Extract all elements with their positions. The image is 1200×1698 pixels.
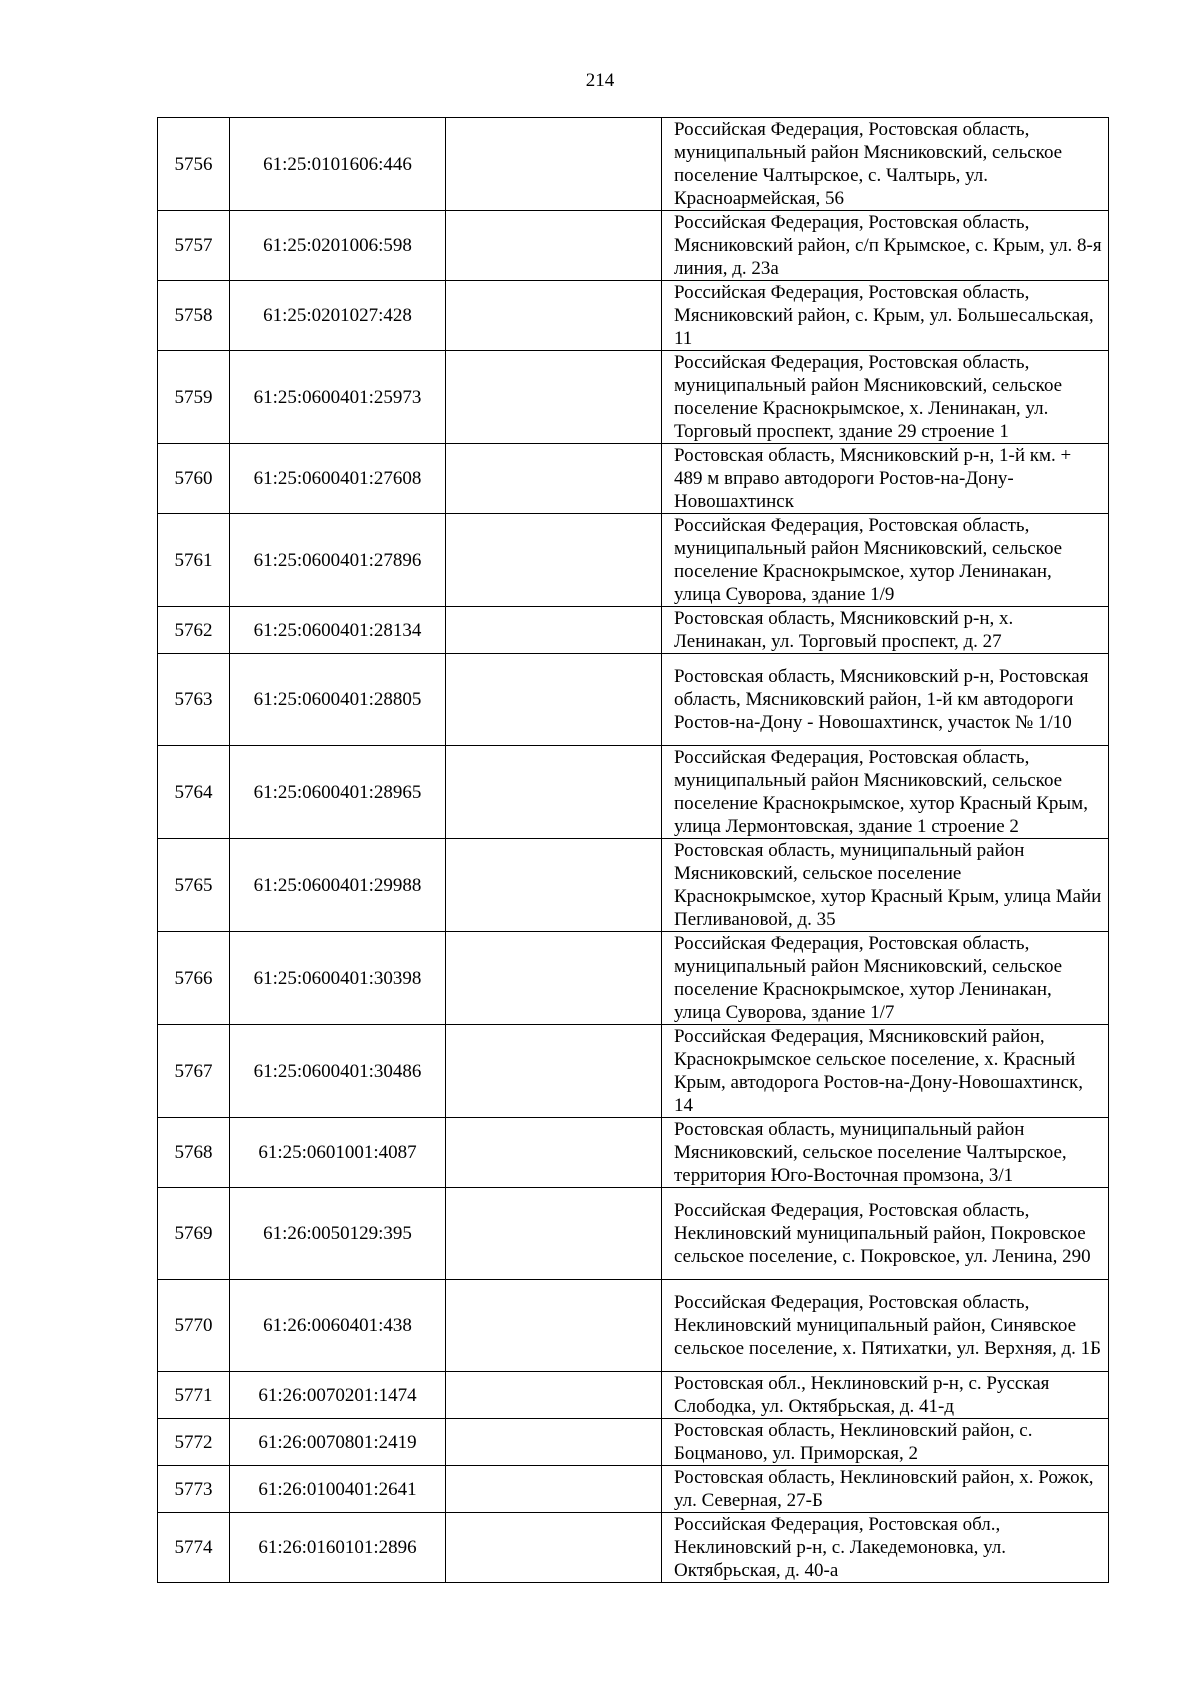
cadastral-number-cell: 61:26:0160101:2896: [230, 1513, 446, 1583]
address-cell: Ростовская область, Неклиновский район, с. Боцманово, ул. Приморская, 2: [662, 1419, 1109, 1466]
address-cell: Российская Федерация, Ростовская область, муниципальный район Мясниковский, сельское поселение Краснокрымское, хутор Ленинакан, улица Суворова, здание 1/7: [662, 932, 1109, 1025]
empty-cell: [446, 1372, 662, 1419]
cadastral-number-cell: 61:25:0600401:25973: [230, 351, 446, 444]
row-number-cell: 5769: [158, 1188, 230, 1280]
row-number-cell: 5774: [158, 1513, 230, 1583]
address-cell: Ростовская область, Мясниковский р-н, 1-й км. + 489 м вправо автодороги Ростов-на-Дону-Новошахтинск: [662, 444, 1109, 514]
page-number: 214: [585, 70, 615, 91]
address-cell: Российская Федерация, Ростовская область, муниципальный район Мясниковский, сельское поселение Чалтырское, с. Чалтырь, ул. Красноармейская, 56: [662, 118, 1109, 211]
table-row: [158, 607, 1109, 654]
table-row: [158, 211, 1109, 281]
table-row: [158, 839, 1109, 932]
row-number-cell: 5763: [158, 654, 230, 746]
row-number-cell: 5766: [158, 932, 230, 1025]
cadastral-number-cell: 61:25:0600401:27608: [230, 444, 446, 514]
table-row: [158, 1419, 1109, 1466]
empty-cell: [446, 1025, 662, 1118]
row-number-cell: 5771: [158, 1372, 230, 1419]
table-row: [158, 444, 1109, 514]
cadastral-number-cell: 61:26:0070801:2419: [230, 1419, 446, 1466]
row-number-cell: 5772: [158, 1419, 230, 1466]
cadastral-number-cell: 61:26:0050129:395: [230, 1188, 446, 1280]
table-row: [158, 932, 1109, 1025]
row-number-cell: 5767: [158, 1025, 230, 1118]
row-number-cell: 5756: [158, 118, 230, 211]
address-cell: Ростовская область, Мясниковский р-н, х. Ленинакан, ул. Торговый проспект, д. 27: [662, 607, 1109, 654]
address-cell: Российская Федерация, Ростовская область, Неклиновский муниципальный район, Синявское сельское поселение, х. Пятихатки, ул. Верхняя, д. 1Б: [662, 1280, 1109, 1372]
cadastral-number-cell: 61:25:0600401:30486: [230, 1025, 446, 1118]
row-number-cell: 5758: [158, 281, 230, 351]
address-cell: Российская Федерация, Мясниковский район, Краснокрымское сельское поселение, х. Красный Крым, автодорога Ростов-на-Дону-Новошахтинск, 14: [662, 1025, 1109, 1118]
empty-cell: [446, 1419, 662, 1466]
cadastral-number-cell: 61:26:0060401:438: [230, 1280, 446, 1372]
empty-cell: [446, 1466, 662, 1513]
row-number-cell: 5773: [158, 1466, 230, 1513]
cadastral-number-cell: 61:25:0600401:28965: [230, 746, 446, 839]
empty-cell: [446, 839, 662, 932]
empty-cell: [446, 607, 662, 654]
table-row: [158, 1513, 1109, 1583]
empty-cell: [446, 1188, 662, 1280]
row-number-cell: 5760: [158, 444, 230, 514]
row-number-cell: 5761: [158, 514, 230, 607]
empty-cell: [446, 1118, 662, 1188]
empty-cell: [446, 351, 662, 444]
address-cell: Российская Федерация, Ростовская область, Неклиновский муниципальный район, Покровское сельское поселение, с. Покровское, ул. Ленина, 290: [662, 1188, 1109, 1280]
row-number-cell: 5759: [158, 351, 230, 444]
row-number-cell: 5770: [158, 1280, 230, 1372]
empty-cell: [446, 444, 662, 514]
empty-cell: [446, 281, 662, 351]
address-cell: Ростовская область, муниципальный район Мясниковский, сельское поселение Краснокрымское, хутор Красный Крым, улица Майи Пегливановой, д. 35: [662, 839, 1109, 932]
table-row: [158, 1118, 1109, 1188]
empty-cell: [446, 514, 662, 607]
cadastral-number-cell: 61:26:0070201:1474: [230, 1372, 446, 1419]
table-row: [158, 351, 1109, 444]
row-number-cell: 5764: [158, 746, 230, 839]
empty-cell: [446, 932, 662, 1025]
address-cell: Российская Федерация, Ростовская область, Мясниковский район, с. Крым, ул. Большесальская, 11: [662, 281, 1109, 351]
address-cell: Ростовская обл., Неклиновский р-н, с. Русская Слободка, ул. Октябрьская, д. 41-д: [662, 1372, 1109, 1419]
address-cell: Ростовская область, Неклиновский район, х. Рожок, ул. Северная, 27-Б: [662, 1466, 1109, 1513]
table-row: [158, 514, 1109, 607]
cadastral-number-cell: 61:26:0100401:2641: [230, 1466, 446, 1513]
row-number-cell: 5757: [158, 211, 230, 281]
table-row: [158, 654, 1109, 746]
empty-cell: [446, 118, 662, 211]
empty-cell: [446, 211, 662, 281]
table-row: [158, 746, 1109, 839]
cadastral-number-cell: 61:25:0600401:27896: [230, 514, 446, 607]
cadastral-number-cell: 61:25:0601001:4087: [230, 1118, 446, 1188]
empty-cell: [446, 1513, 662, 1583]
table-row: [158, 1025, 1109, 1118]
empty-cell: [446, 654, 662, 746]
cadastral-number-cell: 61:25:0600401:28134: [230, 607, 446, 654]
address-cell: Российская Федерация, Ростовская область, Мясниковский район, с/п Крымское, с. Крым, ул. 8-я линия, д. 23а: [662, 211, 1109, 281]
address-cell: Российская Федерация, Ростовская обл., Неклиновский р-н, с. Лакедемоновка, ул. Октябрьская, д. 40-а: [662, 1513, 1109, 1583]
cadastral-number-cell: 61:25:0201006:598: [230, 211, 446, 281]
cadastral-number-cell: 61:25:0201027:428: [230, 281, 446, 351]
row-number-cell: 5765: [158, 839, 230, 932]
address-cell: Российская Федерация, Ростовская область, муниципальный район Мясниковский, сельское поселение Краснокрымское, хутор Ленинакан, улица Суворова, здание 1/9: [662, 514, 1109, 607]
row-number-cell: 5762: [158, 607, 230, 654]
empty-cell: [446, 746, 662, 839]
empty-cell: [446, 1280, 662, 1372]
cadastral-number-cell: 61:25:0600401:29988: [230, 839, 446, 932]
address-cell: Российская Федерация, Ростовская область, муниципальный район Мясниковский, сельское поселение Краснокрымское, хутор Красный Крым, улица Лермонтовская, здание 1 строение 2: [662, 746, 1109, 839]
table-row: [158, 1188, 1109, 1280]
table-row: [158, 1372, 1109, 1419]
table-row: [158, 1466, 1109, 1513]
table-row: [158, 281, 1109, 351]
cadastral-number-cell: 61:25:0600401:28805: [230, 654, 446, 746]
table-row: [158, 1280, 1109, 1372]
cadastral-number-cell: 61:25:0600401:30398: [230, 932, 446, 1025]
address-cell: Ростовская область, Мясниковский р-н, Ростовская область, Мясниковский район, 1-й км автодороги Ростов-на-Дону - Новошахтинск, участок № 1/10: [662, 654, 1109, 746]
table-row: [158, 118, 1109, 211]
property-registry-table: [157, 117, 1109, 1583]
address-cell: Российская Федерация, Ростовская область, муниципальный район Мясниковский, сельское поселение Краснокрымское, х. Ленинакан, ул. Торговый проспект, здание 29 строение 1: [662, 351, 1109, 444]
row-number-cell: 5768: [158, 1118, 230, 1188]
cadastral-number-cell: 61:25:0101606:446: [230, 118, 446, 211]
address-cell: Ростовская область, муниципальный район Мясниковский, сельское поселение Чалтырское, территория Юго-Восточная промзона, 3/1: [662, 1118, 1109, 1188]
